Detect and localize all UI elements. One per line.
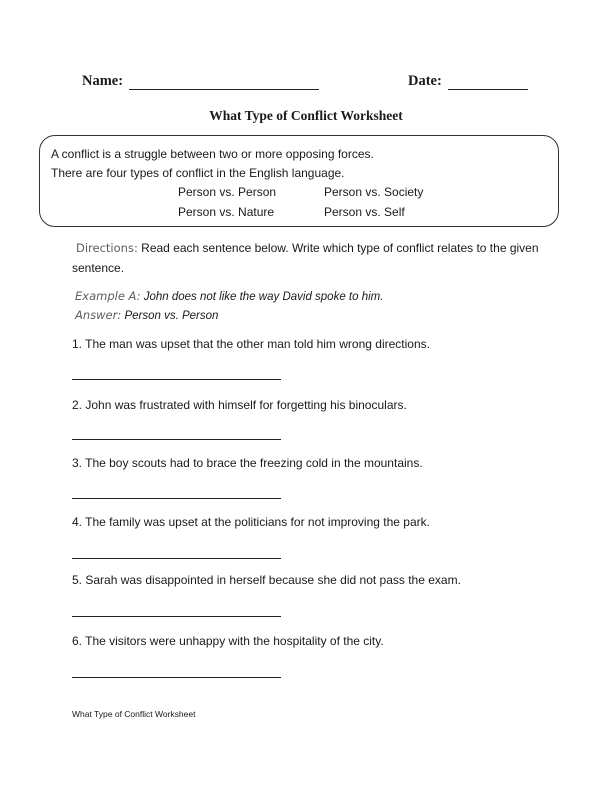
header-row bbox=[0, 73, 612, 93]
answer-text: Person vs. Person bbox=[124, 310, 219, 322]
question-6: 6. The visitors were unhappy with the hospitality of the city. bbox=[72, 634, 384, 648]
conflict-type-person-vs-society: Person vs. Society bbox=[324, 185, 424, 199]
conflict-type-person-vs-self: Person vs. Self bbox=[324, 205, 405, 219]
conflict-type-person-vs-person: Person vs. Person bbox=[178, 185, 277, 199]
directions-text: Read each sentence below. Write which type of conflict relates to the given sentence. bbox=[72, 241, 539, 275]
answer-line-2[interactable] bbox=[72, 439, 281, 440]
directions-label: Directions: bbox=[76, 241, 138, 255]
conflict-type-person-vs-nature: Person vs. Nature bbox=[178, 205, 275, 219]
date-blank[interactable] bbox=[448, 75, 528, 90]
question-1: 1. The man was upset that the other man told him wrong directions. bbox=[72, 337, 430, 351]
name-label: Name: bbox=[82, 73, 124, 89]
question-5: 5. Sarah was disappointed in herself because she did not pass the exam. bbox=[72, 573, 461, 587]
question-3: 3. The boy scouts had to brace the freezing cold in the mountains. bbox=[72, 456, 423, 470]
question-4: 4. The family was upset at the politicians for not improving the park. bbox=[72, 515, 430, 529]
answer-line-1[interactable] bbox=[72, 379, 281, 380]
example-label: Example A: bbox=[75, 289, 141, 303]
example-text: John does not like the way David spoke to him. bbox=[143, 291, 384, 303]
directions bbox=[72, 238, 542, 278]
intro-line-2: There are four types of conflict in the English language. bbox=[51, 166, 345, 180]
footer: What Type of Conflict Worksheet bbox=[72, 709, 196, 719]
intro-line-1: A conflict is a struggle between two or more opposing forces. bbox=[51, 147, 374, 161]
question-2: 2. John was frustrated with himself for forgetting his binoculars. bbox=[72, 398, 407, 412]
answer-line-6[interactable] bbox=[72, 677, 281, 678]
answer-line-3[interactable] bbox=[72, 498, 281, 499]
answer-line-5[interactable] bbox=[72, 616, 281, 617]
answer-label: Answer: bbox=[75, 308, 122, 322]
name-blank[interactable] bbox=[129, 75, 319, 90]
answer-line-4[interactable] bbox=[72, 558, 281, 559]
worksheet-title: What Type of Conflict Worksheet bbox=[209, 108, 403, 123]
name-field bbox=[82, 73, 319, 90]
date-label: Date: bbox=[408, 73, 442, 89]
example-answer bbox=[75, 308, 218, 322]
example bbox=[75, 289, 383, 303]
date-field bbox=[408, 73, 528, 90]
intro-box bbox=[39, 135, 559, 227]
